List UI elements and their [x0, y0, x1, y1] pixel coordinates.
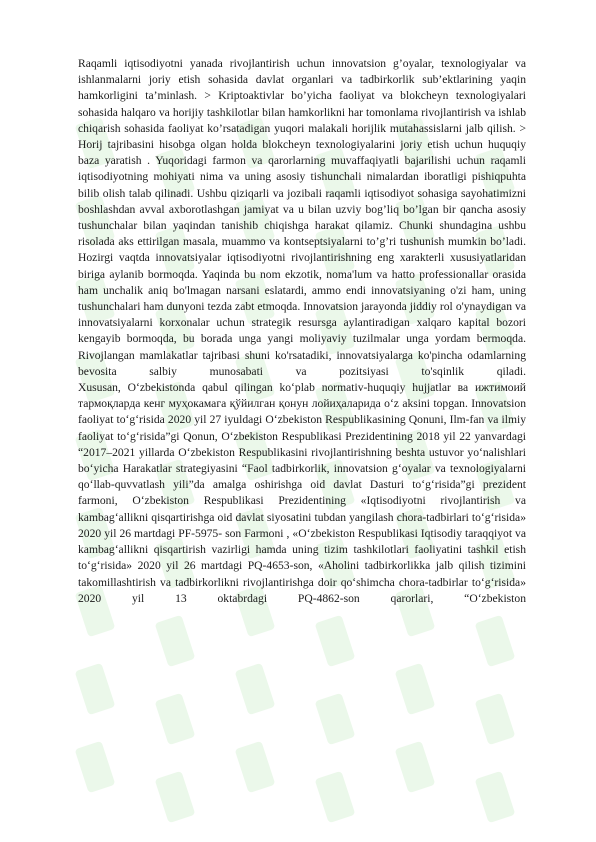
watermark-block — [395, 741, 436, 793]
watermark-block — [235, 663, 276, 715]
watermark-block — [395, 663, 436, 715]
watermark-block — [475, 693, 516, 745]
watermark-block — [155, 693, 196, 745]
watermark-block — [235, 741, 276, 793]
paragraph-3: Xususan, O‘zbekistonda qabul qilingan ko‘plab normativ-huquqiy hujjatlar ва ижтимоий тармоқларда кенг муҳокамага қўйилган қонун лойиҳаларида o‘z aksini topgan. Innovatsion faoliyat to‘g‘risida 2020 yil 27 iyuldagi O‘zbekiston Respublikasining Qonuni, Ilm-fan va ilmiy faoliyat to‘g‘risida”gi Qonun, O‘zbekiston Respublikasi Prezidentining 2018 yil 22 yanvardagi “2017–2021 yillarda O‘zbekiston Respublikasini rivojlantirishning beshta ustuvor yo‘nalishlari bo‘yicha Harakatlar strategiyasini “Faol tadbirkorlik, innovatsion g‘oyalar va texnologiyalarni qo‘llab-quvvatlash yili”da amalga oshirishga oid davlat Dasturi to‘g‘risida”gi prezident farmoni, O‘zbekiston Respublikasi Prezidentining «Iqtisodiyotni rivojlantirish va kambag‘allikni qisqartirishga oid davlat siyosatini tubdan yangilash chora-tadbirlari to‘g‘risida» 2020 yil 26 martdagi PF-5975- son Farmoni , «O‘zbekiston Respublikasi Iqtisodiy taraqqiyot va kambag‘allikni qisqartirish vazirligi hamda uning tizim tashkilotlari faoliyatini tashkil etish to‘g‘risida» 2020 yil 26 martdagi PQ-4653-son, «Aholini tadbirkorlikka jalb qilish tizimini takomillashtirish va tadbirkorlikni rivojlantirishga doir qo‘shimcha chora-tadbirlar to‘g‘risida» 2020 yil 13 oktabrdagi PQ-4862-son qarorlari, “O‘zbekiston — [78, 381, 526, 605]
watermark-block — [475, 771, 516, 823]
watermark-block — [75, 741, 116, 793]
watermark-block — [155, 615, 196, 667]
watermark-block — [315, 615, 356, 667]
watermark-block — [315, 771, 356, 823]
document-body — [78, 56, 526, 607]
watermark-block — [315, 693, 356, 745]
paragraph-1: Raqamli iqtisodiyotni yanada rivojlantirish uchun innovatsion g’oyalar, texnologiyalar va ishlanmalarni joriy etish sohasida davlat organlari va tadbirkorlik sub’ektlarining yaqin hamkorligini ta’minlash. > Kriptoaktivlar bo’yicha faoliyat va blokcheyn texnologiyalari sohasida halqaro va horijiy tashkilotlar bilan hamkorlikni har tomonlama rivojlantirish va ishlab chiqarish sohasida faoliyat ko’rsatadigan yuqori malakali horijlik mutahassislarni jalb qilish. > Horij tajribasini hisobga olgan holda blokcheyn texnologiyalarini joriy etish uchun huquqiy baza yaratish . Yuqoridagi farmon va qarorlarning muvaffaqiyatli bajarilishi uchun raqamli iqtisodiyotning mohiyati nima va uning asosiy tishunchali nimalardan iboratligi pishiqpuhta bilib olish talab qilinadi. Ushbu qiziqarli va jozibali raqamli iqtisodiyot sohasiga sayohatimizni boshlashdan avval axborotlashgan jamiyat va u bilan uzviy bog’liq bo’lgan bir qancha asosiy tushunchalar bilan yaqindan tanishib chiqishga harakat qilamiz. Chunki shundagina ushbu risolada aks ettirilgan masala, muammo va kontseptsiyalarni to’g’ri tushunish mumkin bo’ladi. — [78, 57, 526, 249]
watermark-block — [75, 663, 116, 715]
paragraph-2: Hozirgi vaqtda innovatsiyalar iqtisodiyotni rivojlantirishning eng xarakterli xususiyatlaridan biriga aylanib bormoqda. Yaqinda bu nom ekzotik, noma'lum va hatto professionallar orasida ham unchalik aniq bo'lmagan narsani eslatardi, ammo endi innovatsiyaning o'zi ham, uning tushunchalari ham dunyoni tezda zabt etmoqda. Innovatsion jarayonda jiddiy rol o'ynaydigan va innovatsiyalarni korxonalar uchun strategik resursga aylantiradigan xalqaro kapital bozori kengayib bormoqda, bu borada unga yangi moliyaviy tuzilmalar unga yordam bermoqda. Rivojlangan mamlakatlar tajribasi shuni ko'rsatadiki, innovatsiyalarga ko'pincha odamlarning bevosita salbiy munosabati va pozitsiyasi to'sqinlik qiladi. — [78, 251, 526, 378]
watermark-block — [475, 615, 516, 667]
watermark-block — [155, 771, 196, 823]
